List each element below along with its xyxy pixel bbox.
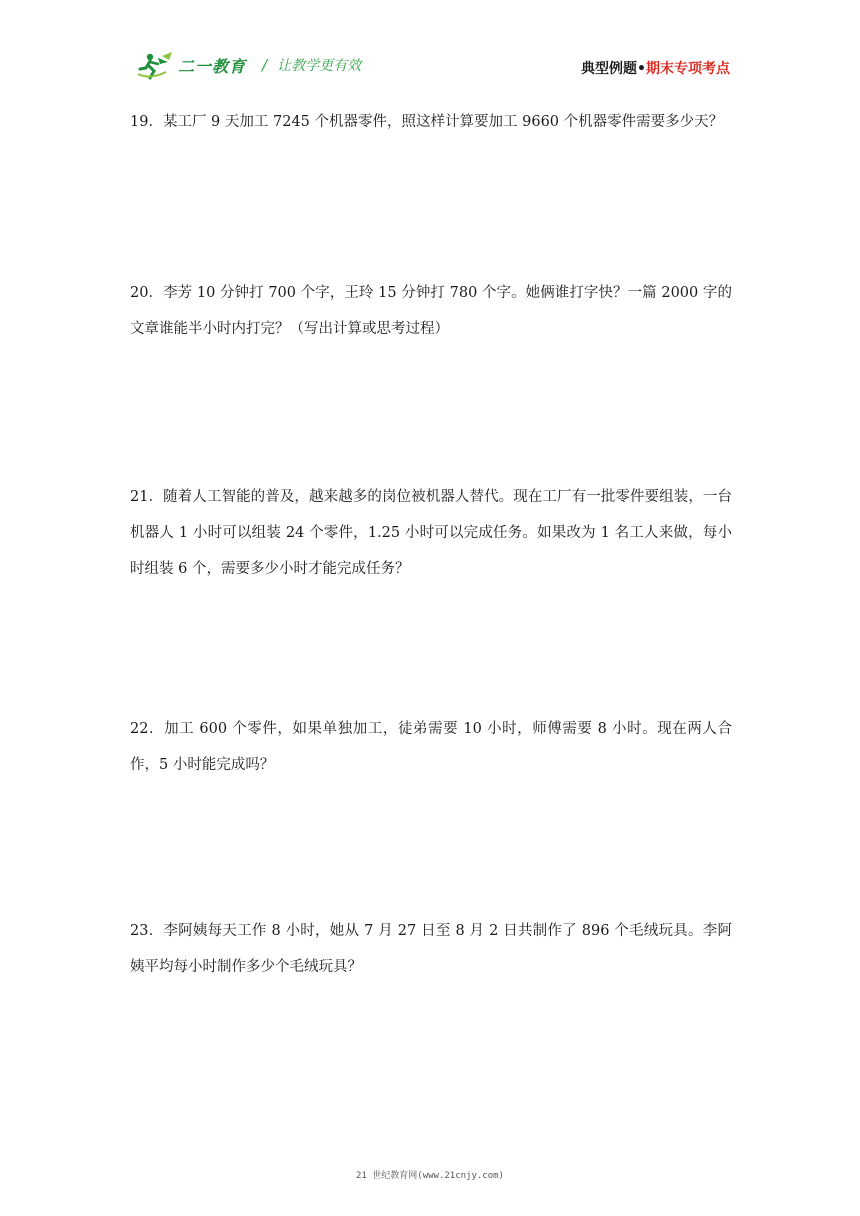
running-person-logo-icon <box>136 50 176 80</box>
header-topic-dot: • <box>637 61 646 77</box>
page-footer: 21 世纪教育网(www.21cnjy.com) <box>356 1171 504 1181</box>
page-header <box>0 0 860 90</box>
question-19: 19．某工厂 9 天加工 7245 个机器零件，照这样计算要加工 9660 个机器零件需要多少天？ <box>130 114 724 130</box>
header-topic-title: 典型例题 <box>581 61 638 77</box>
question-22: 22．加工 600 个零件，如果单独加工，徒弟需要 10 小时，师傅需要 8 小时。现在两人合作，5 小时能完成吗？ <box>130 721 732 773</box>
brand-separator: / <box>262 56 268 74</box>
brand-logo <box>136 50 361 80</box>
header-topic-highlight: 期末专项考点 <box>646 61 730 77</box>
brand-name: 二一教育 <box>178 56 247 76</box>
header-topic <box>581 58 730 78</box>
question-23: 23．李阿姨每天工作 8 小时，她从 7 月 27 日至 8 月 2 日共制作了 896 个毛绒玩具。李阿姨平均每小时制作多少个毛绒玩具？ <box>130 923 732 975</box>
question-20: 20．李芳 10 分钟打 700 个字，王玲 15 分钟打 780 个字。她俩谁打字快？一篇 2000 字的文章谁能半小时内打完？（写出计算或思考过程） <box>130 285 732 337</box>
question-21: 21．随着人工智能的普及，越来越多的岗位被机器人替代。现在工厂有一批零件要组装，一台机器人 1 小时可以组装 24 个零件，1.25 小时可以完成任务。如果改为 1 名工人来做，每小时组装 6 个，需要多少小时才能完成任务？ <box>130 489 732 577</box>
brand-slogan: 让教学更有效 <box>277 58 362 74</box>
